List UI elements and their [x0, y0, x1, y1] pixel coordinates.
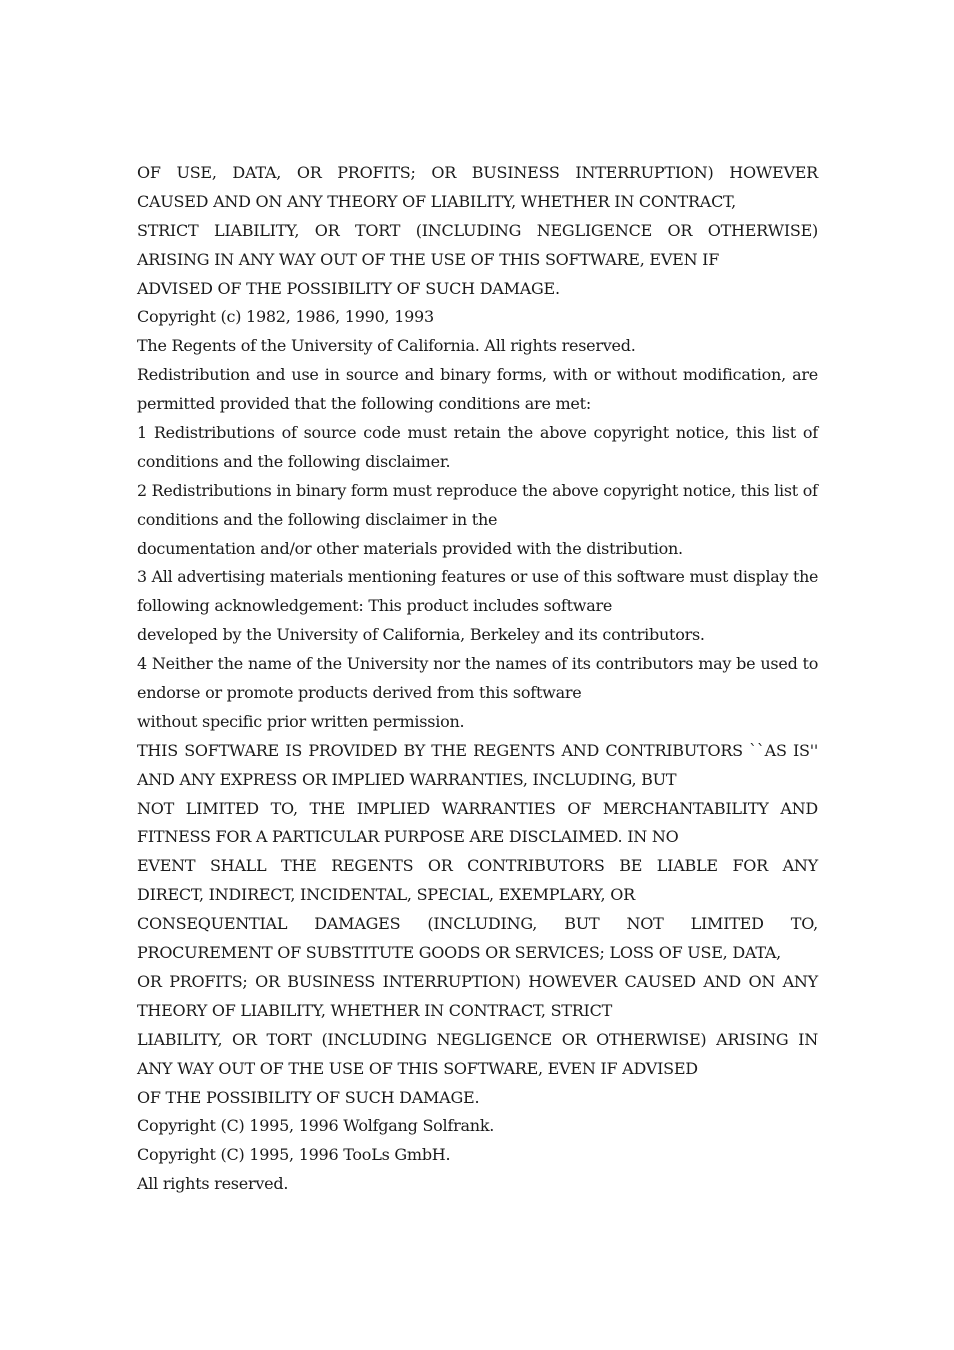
document-line: documentation and/or other materials provided with the distribution.: [137, 538, 683, 558]
document-line: ARISING IN ANY WAY OUT OF THE USE OF THIS SOFTWARE, EVEN IF: [137, 249, 720, 269]
document-line: Copyright (c) 1982, 1986, 1990, 1993: [137, 307, 434, 327]
document-line: conditions and the following disclaimer.: [137, 451, 451, 471]
document-line: following acknowledgement: This product includes software: [137, 596, 613, 616]
document-line: 1 Redistributions of source code must retain the above copyright notice, this list of: [137, 423, 818, 443]
document-line: NOT LIMITED TO, THE IMPLIED WARRANTIES OF MERCHANTABILITY AND: [137, 798, 818, 818]
document-line: 3 All advertising materials mentioning features or use of this software must display the: [137, 567, 819, 587]
document-line: Redistribution and use in source and binary forms, with or without modification, are: [137, 365, 818, 385]
document-line: 2 Redistributions in binary form must reproduce the above copyright notice, this list of: [137, 480, 818, 500]
document-line: All rights reserved.: [137, 1174, 289, 1194]
document-line: DIRECT, INDIRECT, INCIDENTAL, SPECIAL, EXEMPLARY, OR: [137, 885, 635, 905]
document-line: The Regents of the University of California. All rights reserved.: [137, 336, 636, 356]
document-line: ADVISED OF THE POSSIBILITY OF SUCH DAMAGE.: [137, 278, 560, 298]
document-line: CAUSED AND ON ANY THEORY OF LIABILITY, WHETHER IN CONTRACT,: [137, 191, 736, 211]
document-line: OF USE, DATA, OR PROFITS; OR BUSINESS INTERRUPTION) HOWEVER: [137, 163, 818, 182]
document-line: conditions and the following disclaimer in the: [137, 509, 498, 529]
document-line: PROCUREMENT OF SUBSTITUTE GOODS OR SERVICES; LOSS OF USE, DATA,: [137, 943, 782, 963]
document-line: OR PROFITS; OR BUSINESS INTERRUPTION) HOWEVER CAUSED AND ON ANY: [137, 971, 818, 991]
document-line: CONSEQUENTIAL DAMAGES (INCLUDING, BUT NOT LIMITED TO,: [137, 914, 818, 934]
document-line: THEORY OF LIABILITY, WHETHER IN CONTRACT, STRICT: [137, 1000, 612, 1020]
document-line: Copyright (C) 1995, 1996 TooLs GmbH.: [137, 1145, 451, 1165]
document-line: endorse or promote products derived from this software: [137, 683, 582, 703]
document-line: 4 Neither the name of the University nor the names of its contributors may be used to: [137, 654, 819, 674]
license-text-body: [137, 159, 818, 1199]
document-line: FITNESS FOR A PARTICULAR PURPOSE ARE DISCLAIMED. IN NO: [137, 827, 679, 847]
document-line: THIS SOFTWARE IS PROVIDED BY THE REGENTS AND CONTRIBUTORS ``AS IS'': [137, 740, 819, 760]
document-line: permitted provided that the following conditions are met:: [137, 394, 591, 414]
document-line: STRICT LIABILITY, OR TORT (INCLUDING NEGLIGENCE OR OTHERWISE): [137, 220, 819, 240]
document-line: without specific prior written permission.: [137, 711, 465, 731]
document-line: Copyright (C) 1995, 1996 Wolfgang Solfrank.: [137, 1116, 495, 1136]
document-line: developed by the University of California, Berkeley and its contributors.: [137, 625, 705, 645]
document-line: ANY WAY OUT OF THE USE OF THIS SOFTWARE, EVEN IF ADVISED: [137, 1058, 698, 1078]
document-line: OF THE POSSIBILITY OF SUCH DAMAGE.: [137, 1087, 480, 1107]
document-line: AND ANY EXPRESS OR IMPLIED WARRANTIES, INCLUDING, BUT: [137, 769, 677, 789]
document-line: LIABILITY, OR TORT (INCLUDING NEGLIGENCE OR OTHERWISE) ARISING IN: [137, 1029, 818, 1049]
document-line: EVENT SHALL THE REGENTS OR CONTRIBUTORS BE LIABLE FOR ANY: [137, 856, 818, 876]
